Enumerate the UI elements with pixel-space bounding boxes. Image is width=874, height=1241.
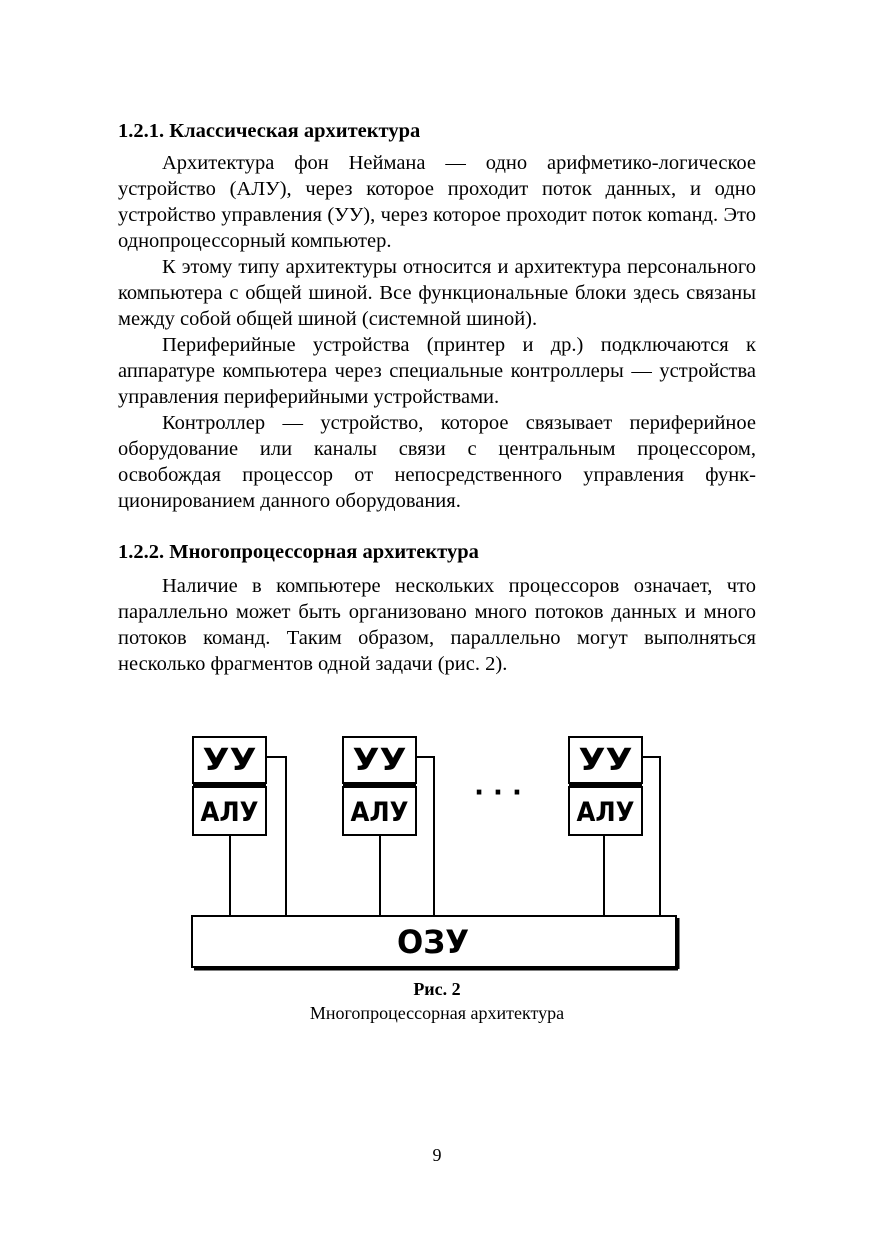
- cu-label-3: УУ: [578, 743, 633, 778]
- figure-caption-number: Рис. 2: [413, 979, 461, 999]
- figure-caption-text: Многопроцессорная архитектура: [309, 1003, 565, 1023]
- paragraph-peripherals: Периферийные устройства (принтер и др.) подключаются к аппаратуре компьютера через специальные контроллеры — устройства управления периферийными устройствами.: [118, 334, 756, 408]
- paragraph-common-bus: К этому типу архитектуры относится и архитектура персонального компьютера с общей шиной. Все функциональные блоки здесь связаны между собой общей шиной (системной шиной).: [118, 256, 756, 330]
- cu-bus-line-2: [416, 757, 434, 916]
- paragraph-von-neumann: Архитектура фон Неймана — одно арифметико-логическое устройство (АЛУ), через которое проходит поток данных, и одно устройство управления (УУ), через которое проходит поток коmанд. Это однопроцессорный компьютер.: [118, 152, 756, 252]
- section-heading-multiprocessor: 1.2.2. Многопроцессорная архитектура: [118, 541, 479, 563]
- paragraph-controller: Контроллер — устройство, которое связывает периферийное оборудование или каналы связи с центральным процессором, освобождая процессор от непосредственного управления функционированием данного оборудования.: [118, 412, 756, 512]
- alu-label-3: АЛУ: [576, 797, 635, 828]
- cu-label-2: УУ: [352, 743, 407, 778]
- alu-label-2: АЛУ: [350, 797, 409, 828]
- multiprocessor-diagram: [190, 733, 680, 973]
- paragraph-multiprocessor: Наличие в компьютере нескольких процессоров означает, что параллельно может быть организовано много потоков данных и много потоков команд. Таким образом, параллельно могут выполняться несколько фрагментов одной задачи (рис. 2).: [118, 575, 756, 675]
- section-heading-classic: 1.2.1. Классическая архитектура: [118, 120, 421, 142]
- cu-label-1: УУ: [202, 743, 257, 778]
- page-body: [118, 118, 756, 677]
- alu-label-1: АЛУ: [200, 797, 259, 828]
- memory-label: ОЗУ: [397, 923, 469, 961]
- ellipsis-label: · · ·: [474, 778, 522, 808]
- cu-bus-line-3: [642, 757, 660, 916]
- page-number: 9: [432, 1145, 442, 1165]
- cu-bus-line-1: [266, 757, 286, 916]
